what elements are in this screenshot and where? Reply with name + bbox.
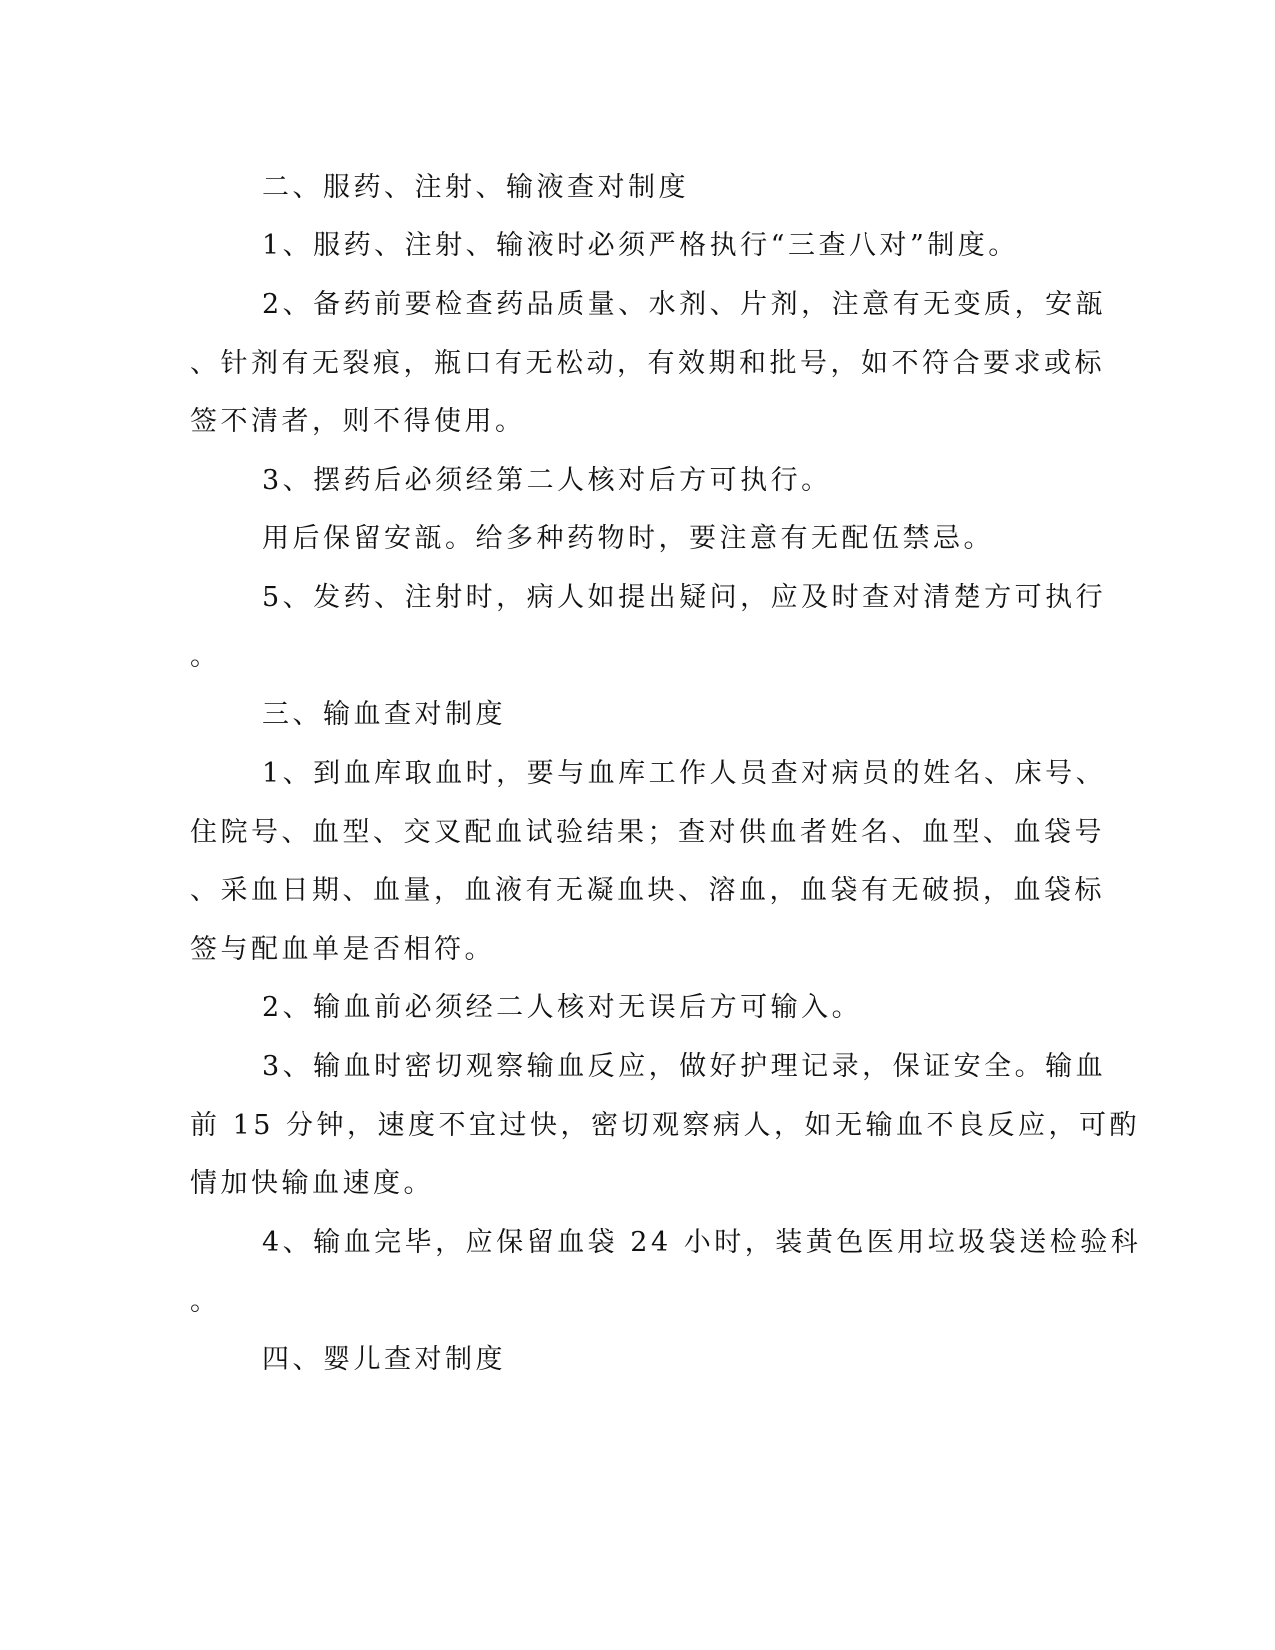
section-heading-infant-check: 四、婴儿查对制度 bbox=[262, 1344, 506, 1375]
paragraph-line: 前 15 分钟，速度不宜过快，密切观察病人，如无输血不良反应，可酌 bbox=[190, 1110, 1141, 1141]
section-heading-medication-check: 二、服药、注射、输液查对制度 bbox=[262, 172, 689, 203]
paragraph-line: 3、输血时密切观察输血反应，做好护理记录，保证安全。输血 bbox=[262, 1051, 1107, 1082]
paragraph-line: 2、备药前要检查药品质量、水剂、片剂，注意有无变质，安瓿 bbox=[262, 289, 1107, 320]
paragraph-line: 情加快输血速度。 bbox=[190, 1168, 434, 1199]
paragraph-line: 、针剂有无裂痕，瓶口有无松动，有效期和批号，如不符合要求或标 bbox=[190, 348, 1105, 379]
paragraph-line: 签与配血单是否相符。 bbox=[190, 934, 495, 965]
paragraph-line: 4、输血完毕，应保留血袋 24 小时，装黄色医用垃圾袋送检验科 bbox=[262, 1227, 1142, 1258]
paragraph-line: 。 bbox=[190, 641, 217, 672]
paragraph-line: 1、到血库取血时，要与血库工作人员查对病员的姓名、床号、 bbox=[262, 758, 1107, 789]
paragraph-line: 1、服药、注射、输液时必须严格执行“三查八对”制度。 bbox=[262, 230, 1019, 261]
paragraph-line: 住院号、血型、交叉配血试验结果；查对供血者姓名、血型、血袋号 bbox=[190, 817, 1105, 848]
paragraph-line: 。 bbox=[190, 1286, 217, 1317]
section-heading-blood-transfusion-check: 三、输血查对制度 bbox=[262, 699, 506, 730]
paragraph-line: 2、输血前必须经二人核对无误后方可输入。 bbox=[262, 992, 863, 1023]
paragraph-line: 签不清者，则不得使用。 bbox=[190, 406, 526, 437]
paragraph-line: 3、摆药后必须经第二人核对后方可执行。 bbox=[262, 465, 832, 496]
paragraph-line: 5、发药、注射时，病人如提出疑问，应及时查对清楚方可执行 bbox=[262, 582, 1107, 613]
paragraph-line: 用后保留安瓿。给多种药物时，要注意有无配伍禁忌。 bbox=[262, 523, 994, 554]
paragraph-line: 、采血日期、血量，血液有无凝血块、溶血，血袋有无破损，血袋标 bbox=[190, 875, 1105, 906]
